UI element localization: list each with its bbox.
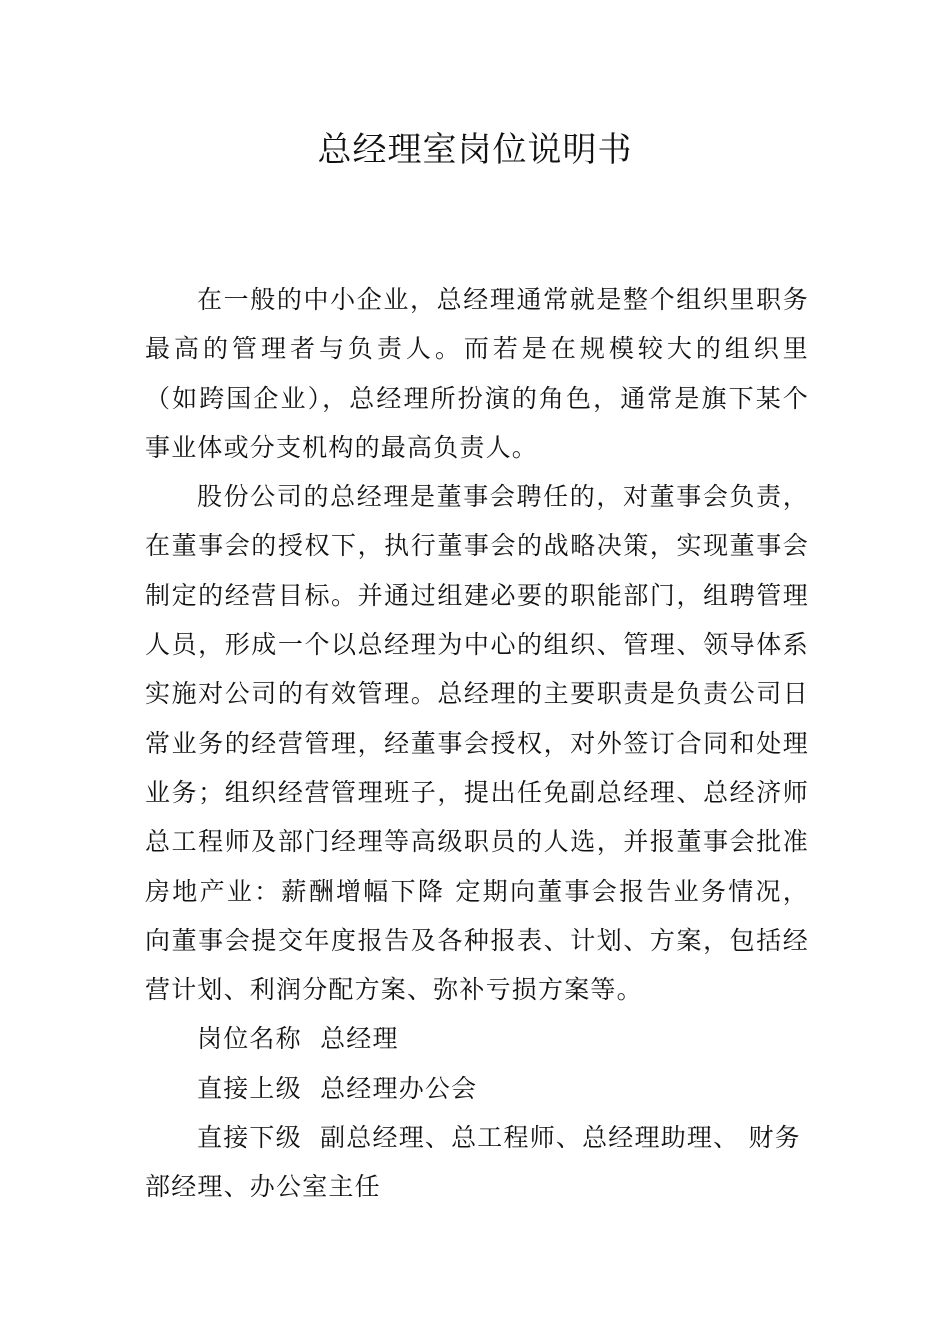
direct-superior-field: 直接上级 总经理办公会 [197,1073,478,1103]
direct-subordinates-field: 直接下级 副总经理、总工程师、总经理助理、 财务部经理、办公室主任 [145,1123,801,1202]
duties-paragraph: 股份公司的总经理是董事会聘任的，对董事会负责，在董事会的授权下，执行董事会的战略决策，实现董事会制定的经营目标。并通过组建必要的职能部门，组聘管理人员，形成一个以总经理为中心的组织、管理、领导体系实施对公司的有效管理。总经理的主要职责是负责公司日常业务的经营管理，经董事会授权，对外签订合同和处理业务；组织经营管理班子，提出任免副总经理、总经济师总工程师及部门经理等高级职员的人选，并报董事会批准房地产业：薪酬增幅下降 定期向董事会报告业务情况，向董事会提交年度报告及各种报表、计划、方案，包括经营计划、利润分配方案、弥补亏损方案等。 [145,482,809,1005]
intro-paragraph: 在一般的中小企业，总经理通常就是整个组织里职务最高的管理者与负责人。而若是在规模较大的组织里 （如跨国企业），总经理所扮演的角色，通常是旗下某个事业体或分支机构的最高负责人。 [145,285,809,462]
document-title: 总经理室岗位说明书 [317,130,633,170]
position-name-field: 岗位名称 总经理 [197,1024,399,1054]
document-body [145,275,809,1212]
